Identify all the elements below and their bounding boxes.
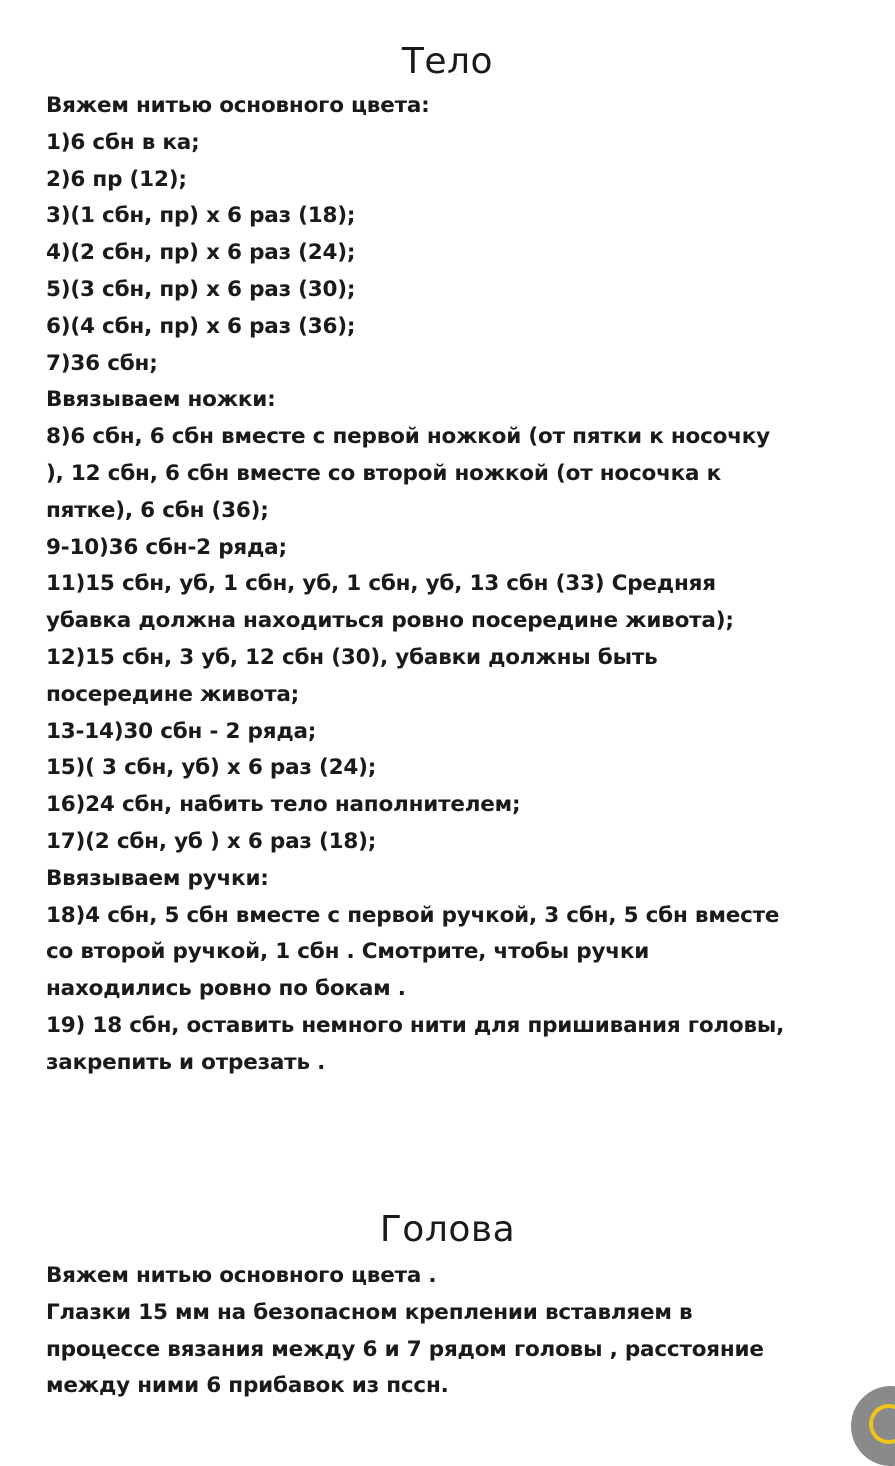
instruction-line: находились ровно по бокам . [46, 976, 406, 1002]
instruction-line: 2)6 пр (12); [46, 166, 187, 192]
instruction-line: 9-10)36 сбн-2 ряда; [46, 534, 287, 560]
instruction-line: пятке), 6 сбн (36); [46, 497, 269, 523]
instruction-line: закрепить и отрезать . [46, 1049, 326, 1075]
section-title-body: Тело [401, 41, 494, 82]
instruction-line: 7)36 сбн; [46, 350, 158, 376]
section-title-head: Голова [379, 1209, 516, 1250]
instruction-line: 13-14)30 сбн - 2 ряда; [46, 718, 317, 744]
instruction-line: процессе вязания между 6 и 7 рядом головы , расстояние [46, 1336, 764, 1362]
instruction-line: 5)(3 сбн, пр) х 6 раз (30); [46, 276, 356, 302]
instruction-line: Ввязываем ручки: [46, 865, 269, 891]
instruction-line: 11)15 сбн, уб, 1 сбн, уб, 1 сбн, уб, 13 сбн (33) Средняя [46, 571, 716, 597]
instruction-line: 18)4 сбн, 5 сбн вместе с первой ручкой, 3 сбн, 5 сбн вместе [46, 902, 780, 928]
instruction-line: Вяжем нитью основного цвета: [46, 93, 430, 118]
instruction-line: 12)15 сбн, 3 уб, 12 сбн (30), убавки должны быть [46, 644, 658, 670]
instruction-line: 1)6 сбн в ка; [46, 129, 200, 155]
instruction-line: 16)24 сбн, набить тело наполнителем; [46, 792, 521, 818]
instruction-line: 17)(2 сбн, уб ) х 6 раз (18); [46, 828, 377, 854]
head-instructions [46, 1258, 889, 1405]
instruction-line: 19) 18 сбн, оставить немного нити для пришивания головы, [46, 1012, 785, 1038]
instruction-line: 8)6 сбн, 6 сбн вместе с первой ножкой (от пятки к носочку [46, 424, 770, 450]
instruction-line: убавка должна находиться ровно посередине живота); [46, 608, 734, 634]
instruction-line: 3)(1 сбн, пр) х 6 раз (18); [46, 203, 356, 229]
body-instructions [46, 88, 889, 1082]
instruction-line: Ввязываем ножки: [46, 387, 276, 413]
instruction-line: 15)( 3 сбн, уб) х 6 раз (24); [46, 755, 377, 781]
instruction-line: между ними 6 прибавок из пссн. [46, 1373, 449, 1399]
instruction-line: 6)(4 сбн, пр) х 6 раз (36); [46, 313, 356, 339]
instruction-line: 4)(2 сбн, пр) х 6 раз (24); [46, 240, 356, 266]
instruction-line: Глазки 15 мм на безопасном креплении вставляем в [46, 1299, 693, 1325]
instruction-line: ), 12 сбн, 6 сбн вместе со второй ножкой (от носочка к [46, 460, 722, 486]
instruction-line: Вяжем нитью основного цвета . [46, 1263, 437, 1288]
instruction-line: посередине живота; [46, 681, 300, 707]
instruction-line: со второй ручкой, 1 сбн . Смотрите, чтобы ручки [46, 939, 650, 965]
